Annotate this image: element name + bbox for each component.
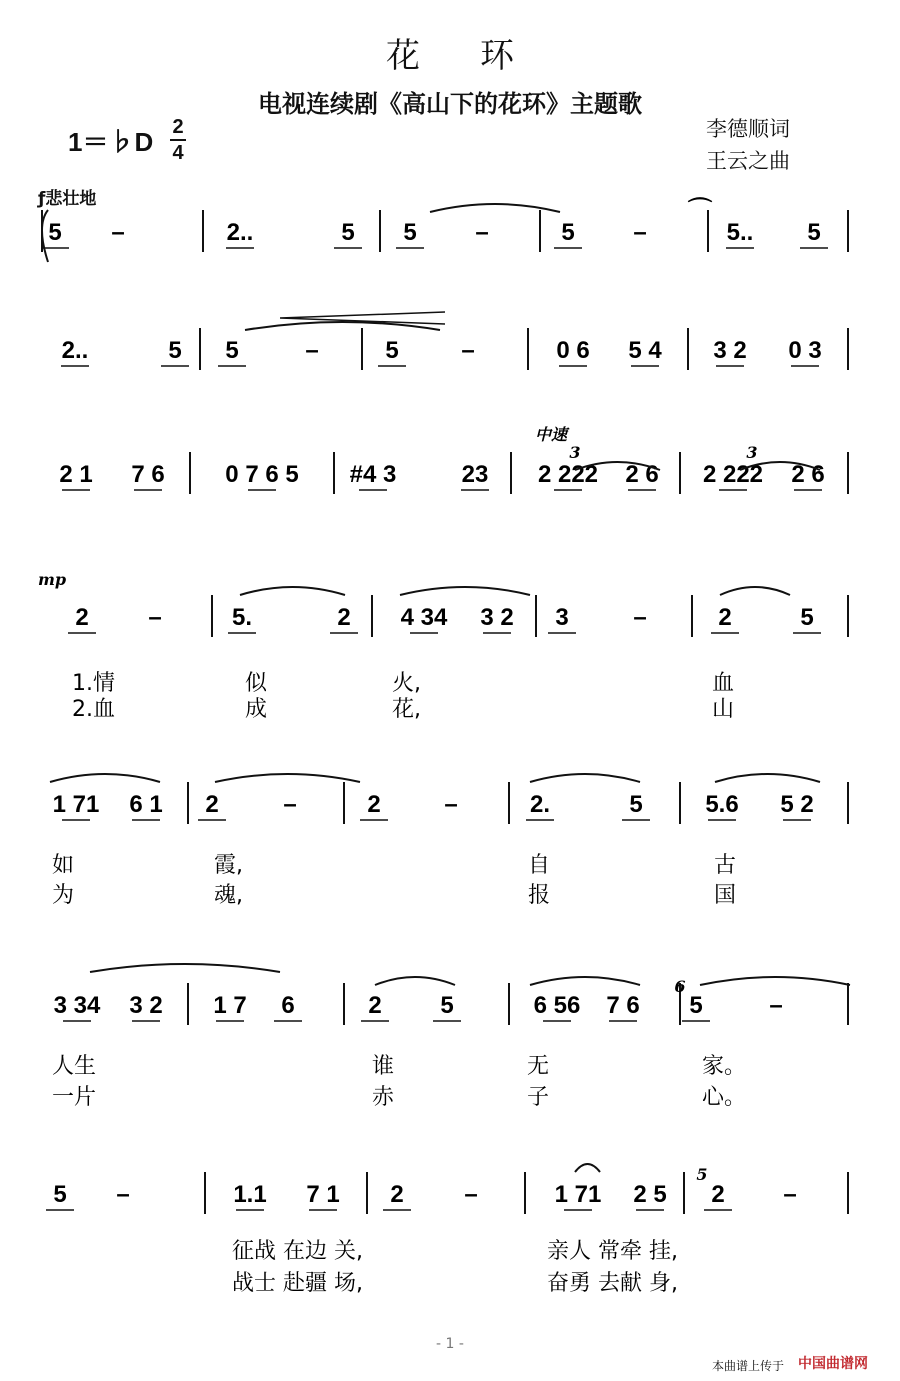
note-symbol: 1.1 (233, 1181, 267, 1208)
note-symbol: 5 (629, 791, 643, 818)
lyric-syllable: 山 (712, 697, 735, 722)
song-title: 花环 (386, 36, 574, 76)
note-symbol: 3 (555, 604, 569, 631)
note-symbol: 5 (225, 337, 239, 364)
lyric-syllable: 2.血 (72, 697, 115, 722)
slur (720, 587, 790, 595)
meter-denominator: 4 (172, 142, 184, 164)
fermata-icon: ⌒ (688, 197, 712, 224)
lyric-syllable: 如 (52, 853, 75, 878)
slur (50, 774, 160, 782)
note-symbol: – (444, 791, 458, 818)
note-symbol: 7 6 (131, 461, 165, 488)
lyric-syllable: 为 (52, 883, 75, 908)
slur (400, 587, 530, 595)
note-symbol: 5 4 (628, 337, 662, 364)
lyric-syllable: 国 (714, 883, 737, 908)
lyric-syllable: 人生 (52, 1054, 97, 1079)
note-symbol: 2 222 (702, 461, 764, 488)
page-number: - 1 - (436, 1336, 464, 1352)
note-symbol: 0 7 6 5 (225, 461, 299, 488)
slur (700, 977, 850, 985)
lyric-syllable: 霞, (214, 853, 243, 878)
grace-note: 5 (696, 1165, 708, 1184)
lyric-syllable: 古 (714, 853, 737, 878)
note-symbol: 3 2 (480, 604, 514, 631)
lyric-syllable: 一片 (52, 1085, 97, 1110)
note-symbol: 2.. (61, 337, 89, 364)
lyric-syllable: 无 (527, 1054, 550, 1079)
lyric-syllable: 征战 在边 关, (232, 1239, 363, 1264)
note-symbol: 5 (53, 1181, 67, 1208)
note-symbol: 1 7 (213, 992, 247, 1019)
note-symbol: 5.. (726, 219, 754, 246)
note-symbol: #4 3 (349, 461, 397, 488)
lyric-syllable: 谁 (372, 1054, 395, 1079)
slur (90, 964, 280, 972)
note-symbol: 2 (368, 992, 382, 1019)
site-logo: 中国曲谱网 (798, 1356, 868, 1372)
note-symbol: 2 (718, 604, 732, 631)
note-symbol: 3 2 (713, 337, 747, 364)
note-symbol: 23 (461, 461, 489, 488)
note-symbol: 5 (403, 219, 417, 246)
note-symbol: 0 3 (788, 337, 822, 364)
lyric-syllable: 花, (392, 697, 421, 722)
slur (530, 977, 640, 985)
tempo-marking: ƒ悲壮地 (38, 189, 97, 209)
note-symbol: 2 (711, 1181, 725, 1208)
note-symbol: 6 (281, 992, 295, 1019)
note-symbol: 5.6 (705, 791, 739, 818)
composer-credit: 王云之曲 (706, 149, 790, 173)
note-symbol: 2.. (226, 219, 254, 246)
note-symbol: 2 (75, 604, 89, 631)
note-symbol: 7 1 (306, 1181, 340, 1208)
note-symbol: – (633, 219, 647, 246)
note-symbol: – (783, 1181, 797, 1208)
note-symbol: 5 (341, 219, 355, 246)
lyric-syllable: 心。 (702, 1085, 747, 1110)
note-symbol: 2 222 (537, 461, 599, 488)
note-symbol: – (148, 604, 162, 631)
grace-note: 6 (674, 977, 686, 996)
triplet-marker: 3 (569, 443, 581, 462)
note-symbol: – (633, 604, 647, 631)
note-symbol: 5 (807, 219, 821, 246)
note-symbol: 5 2 (780, 791, 814, 818)
lyric-syllable: 战士 赴疆 场, (232, 1271, 363, 1296)
note-symbol: 2 (337, 604, 351, 631)
note-symbol: 3 34 (53, 992, 101, 1019)
lyric-syllable: 似 (245, 671, 268, 696)
note-symbol: 2 6 (625, 461, 659, 488)
note-symbol: 2 (390, 1181, 404, 1208)
note-symbol: 6 1 (129, 791, 163, 818)
slur (375, 977, 455, 985)
note-symbol: 5 (800, 604, 814, 631)
lyric-syllable: 奋勇 去献 身, (547, 1271, 678, 1296)
lyric-syllable: 自 (528, 853, 551, 878)
lyric-syllable: 亲人 常牵 挂, (547, 1239, 678, 1264)
repeat-bracket (42, 210, 48, 262)
note-symbol: – (769, 992, 783, 1019)
song-subtitle: 电视连续剧《高山下的花环》主题歌 (258, 90, 642, 118)
note-symbol: – (283, 791, 297, 818)
lyric-syllable: 子 (527, 1085, 550, 1110)
upload-note: 本曲谱上传于 (712, 1359, 785, 1373)
note-symbol: – (111, 219, 125, 246)
slur (575, 1164, 600, 1172)
note-symbol: 1 71 (554, 1181, 602, 1208)
note-symbol: 5 (48, 219, 62, 246)
lyric-syllable: 1.情 (72, 671, 115, 696)
meter-numerator: 2 (172, 116, 184, 138)
lyric-syllable: 赤 (372, 1085, 395, 1110)
note-symbol: 5 (440, 992, 454, 1019)
note-symbol: 1 71 (52, 791, 100, 818)
note-symbol: 2 (367, 791, 381, 818)
note-symbol: 2 (205, 791, 219, 818)
note-symbol: 2 5 (633, 1181, 667, 1208)
lyric-syllable: 血 (712, 671, 735, 696)
note-symbol: 5 (385, 337, 399, 364)
slur (715, 774, 820, 782)
note-symbol: 5 (168, 337, 182, 364)
note-symbol: – (461, 337, 475, 364)
lyric-syllable: 家。 (702, 1054, 747, 1079)
lyric-syllable: 成 (245, 697, 268, 722)
slur (240, 587, 345, 595)
note-symbol: 5 (689, 992, 703, 1019)
note-symbol: – (305, 337, 319, 364)
note-symbol: 2. (529, 791, 551, 818)
note-symbol: 3 2 (129, 992, 163, 1019)
key-signature: 1＝♭D (68, 127, 154, 157)
lyric-syllable: 报 (528, 883, 551, 908)
note-symbol: 0 6 (556, 337, 590, 364)
slur (530, 774, 640, 782)
note-symbol: – (116, 1181, 130, 1208)
note-symbol: 6 56 (533, 992, 581, 1019)
triplet-marker: 3 (746, 443, 758, 462)
note-symbol: 2 1 (59, 461, 93, 488)
note-symbol: 4 34 (400, 604, 448, 631)
note-symbol: 2 6 (791, 461, 825, 488)
lyric-syllable: 火, (392, 671, 421, 696)
note-symbol: 5. (231, 604, 253, 631)
tempo-change: 中速 (535, 425, 568, 444)
note-symbol: – (475, 219, 489, 246)
note-symbol: – (464, 1181, 478, 1208)
slur (215, 774, 360, 782)
lyricist-credit: 李德顺词 (706, 117, 790, 141)
note-symbol: 7 6 (606, 992, 640, 1019)
note-symbol: 5 (561, 219, 575, 246)
dynamic-mp: mp (38, 570, 67, 589)
lyric-syllable: 魂, (214, 883, 243, 908)
